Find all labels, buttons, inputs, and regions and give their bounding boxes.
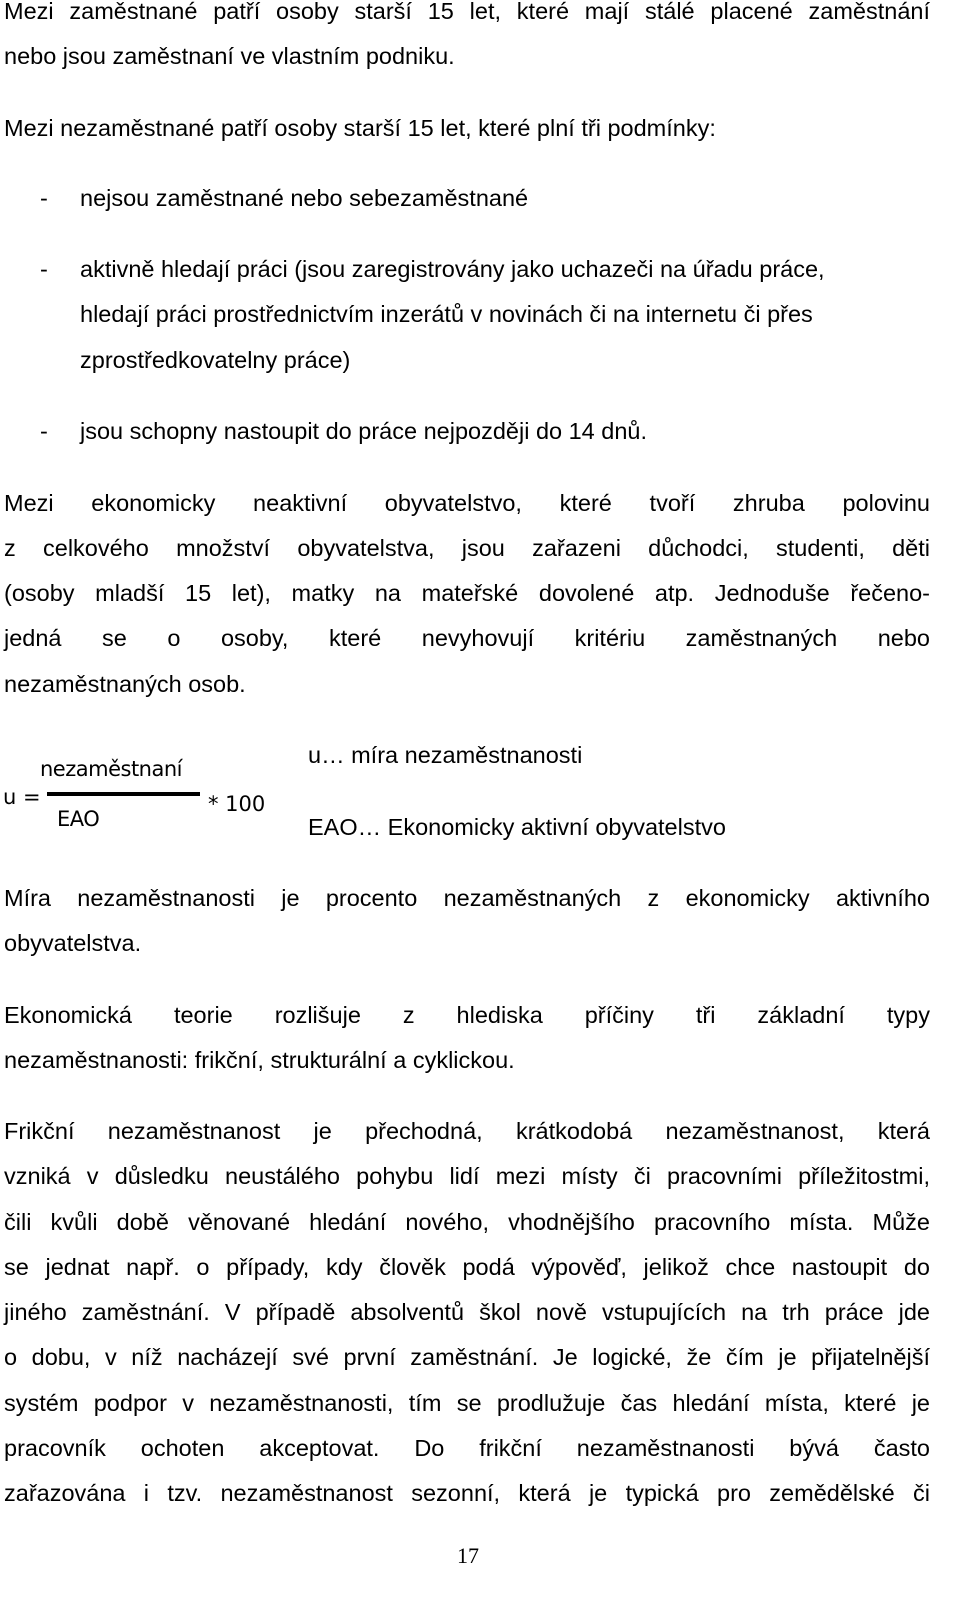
paragraph-line: Ekonomická teorie rozlišuje z hlediska příčiny tři základní typy — [4, 1002, 930, 1028]
formula-numerator: nezaměstnaní — [40, 757, 182, 781]
paragraph-line: se jednat např. o případy, kdy člověk podá výpověď, jelikož chce nastoupit do — [4, 1254, 930, 1280]
paragraph-line: nezaměstnanosti: frikční, strukturální a cyklickou. — [4, 1047, 515, 1073]
paragraph-line: obyvatelstva. — [4, 930, 142, 956]
paragraph-line: Mezi nezaměstnané patří osoby starší 15 let, které plní tři podmínky: — [4, 115, 716, 141]
paragraph-line: Míra nezaměstnanosti je procento nezaměstnaných z ekonomicky aktivního — [4, 885, 930, 911]
paragraph-line: nezaměstnaných osob. — [4, 671, 246, 697]
bullet-text: zprostředkovatelny práce) — [80, 347, 351, 373]
paragraph-line: zařazována i tzv. nezaměstnanost sezonní, která je typická pro zemědělské či — [4, 1480, 930, 1506]
bullet-marker: - — [40, 418, 48, 444]
paragraph-line: jedná se o osoby, které nevyhovují kritériu zaměstnaných nebo — [4, 625, 930, 651]
formula-legend-u: u… míra nezaměstnanosti — [308, 742, 583, 768]
paragraph-line: z celkového množství obyvatelstva, jsou zařazeni důchodci, studenti, děti — [4, 535, 930, 561]
page-number: 17 — [457, 1543, 479, 1568]
paragraph-line: jiného zaměstnání. V případě absolventů škol nově vstupujících na trh práce jde — [4, 1299, 930, 1325]
bullet-text: nejsou zaměstnané nebo sebezaměstnané — [80, 185, 529, 211]
unemployment-formula — [0, 755, 290, 845]
paragraph-line: systém podpor v nezaměstnanosti, tím se prodlužuje čas hledání místa, které je — [4, 1390, 930, 1416]
paragraph-line: o dobu, v níž nacházejí své první zaměstnání. Je logické, že čím je přijatelnější — [4, 1344, 930, 1370]
formula-denominator: EAO — [57, 807, 100, 831]
formula-lhs: u = — [3, 785, 41, 809]
bullet-text: aktivně hledají práci (jsou zaregistrovány jako uchazeči na úřadu práce, — [80, 256, 825, 282]
paragraph-line: vzniká v důsledku neustálého pohybu lidí mezi místy či pracovními příležitostmi, — [4, 1163, 930, 1189]
formula-legend-eao: EAO… Ekonomicky aktivní obyvatelstvo — [308, 814, 726, 840]
bullet-text: jsou schopny nastoupit do práce nejpozději do 14 dnů. — [80, 418, 648, 444]
fraction-bar — [47, 792, 200, 796]
paragraph-line: pracovník ochoten akceptovat. Do frikční nezaměstnanosti bývá často — [4, 1435, 930, 1461]
paragraph-line: Frikční nezaměstnanost je přechodná, krátkodobá nezaměstnanost, která — [4, 1118, 930, 1144]
bullet-marker: - — [40, 185, 48, 211]
paragraph-line: nebo jsou zaměstnaní ve vlastním podniku. — [4, 43, 455, 69]
formula-multiplier: * 100 — [208, 792, 266, 816]
bullet-marker: - — [40, 256, 48, 282]
paragraph-line: (osoby mladší 15 let), matky na mateřské dovolené atp. Jednoduše řečeno- — [4, 580, 930, 606]
paragraph-line: Mezi zaměstnané patří osoby starší 15 let, které mají stálé placené zaměstnání — [4, 0, 930, 24]
paragraph-line: Mezi ekonomicky neaktivní obyvatelstvo, které tvoří zhruba polovinu — [4, 490, 930, 516]
paragraph-line: čili kvůli době věnované hledání nového, vhodnějšího pracovního místa. Může — [4, 1209, 930, 1235]
bullet-text: hledají práci prostřednictvím inzerátů v novinách či na internetu či přes — [80, 301, 813, 327]
